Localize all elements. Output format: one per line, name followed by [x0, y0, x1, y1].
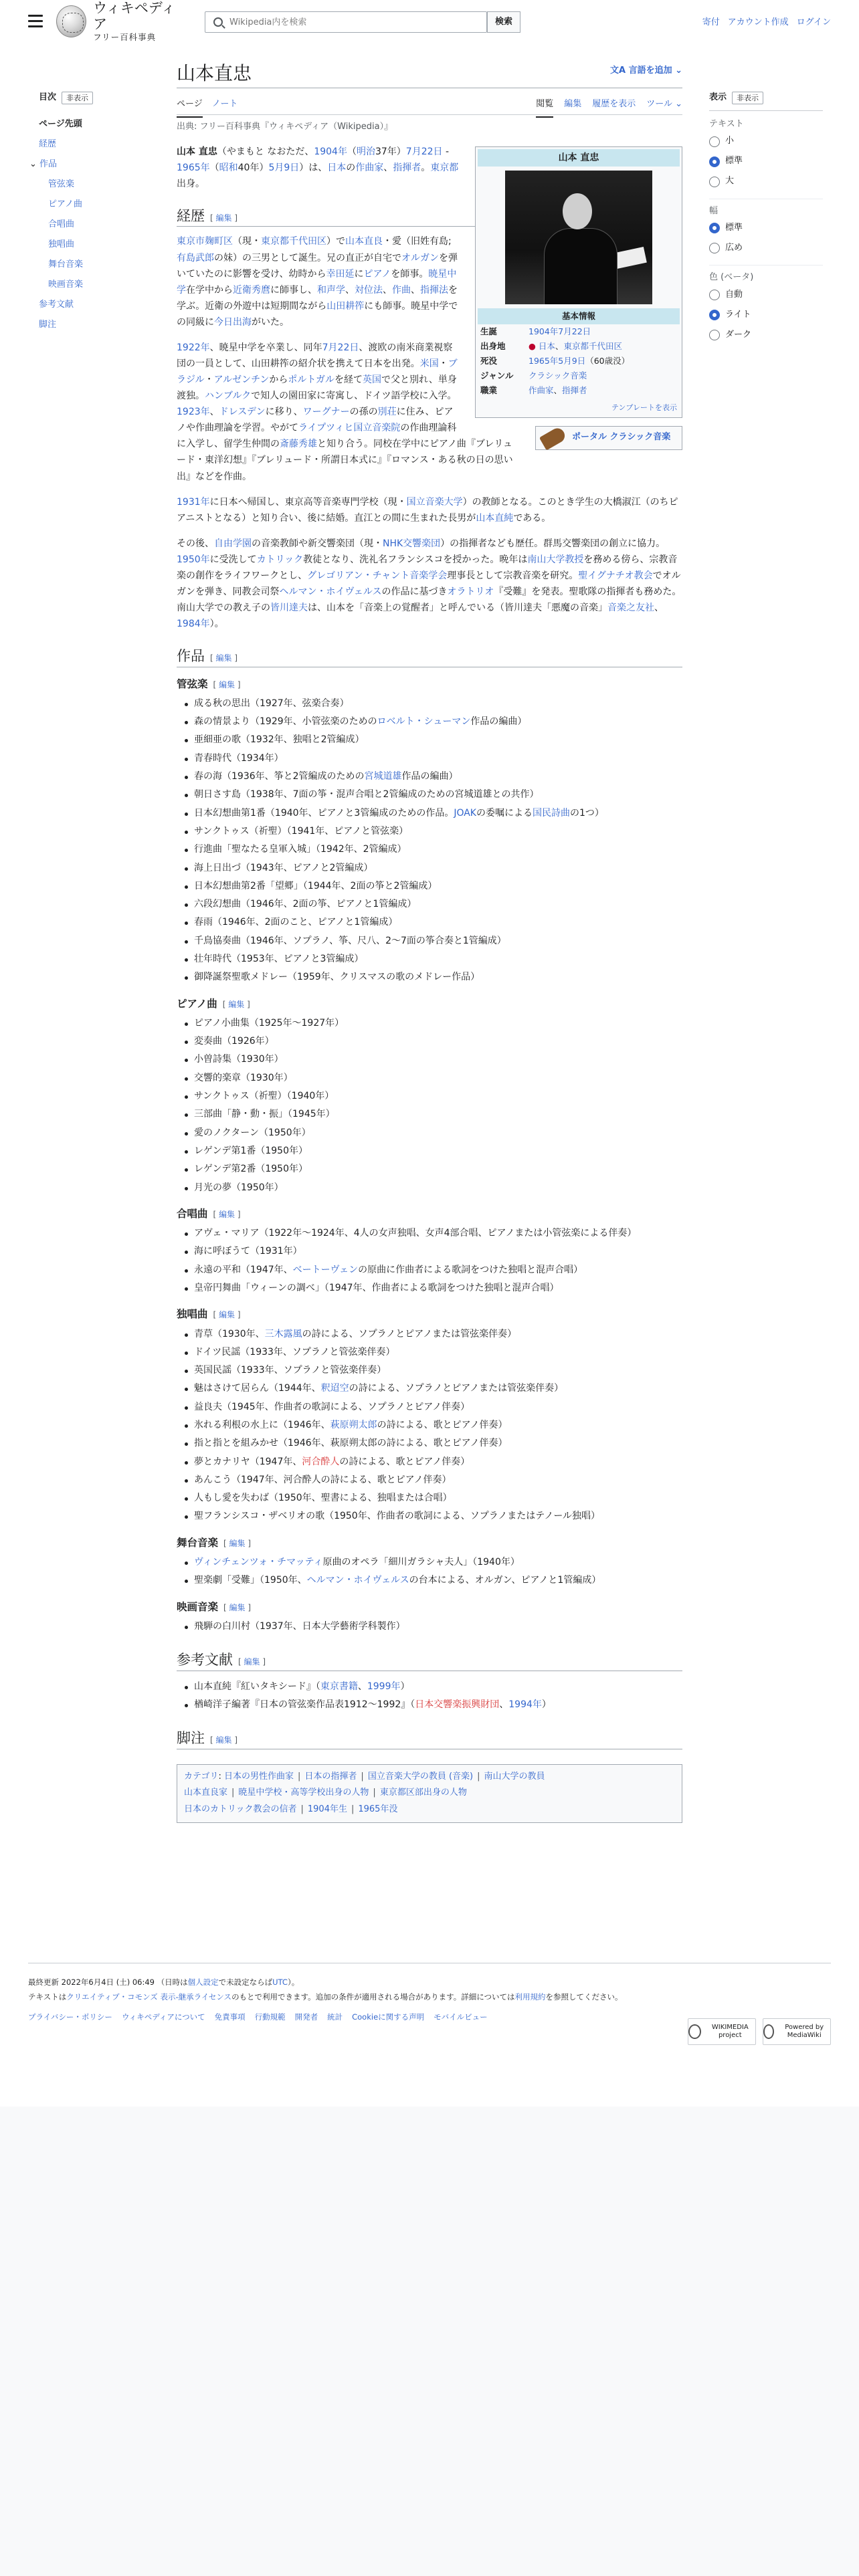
wiki-link[interactable]: 日本の指揮者 [304, 1771, 357, 1782]
text-size-option[interactable]: 標準 [709, 152, 823, 172]
radio-button[interactable] [709, 156, 720, 167]
wiki-link[interactable]: 国立音楽大学 [406, 496, 463, 508]
wiki-link[interactable]: ベートーヴェン [292, 1264, 359, 1275]
radio-button[interactable] [709, 290, 720, 300]
wiki-link[interactable]: クラシック音楽 [529, 370, 587, 381]
globe-icon [56, 5, 86, 37]
tab-talk[interactable]: ノート [211, 99, 238, 109]
logo-title: ウィキペディア [93, 0, 176, 32]
edit-link[interactable]: 編集 [215, 1735, 232, 1745]
work-item: 海上日出づ（1943年、ピアノと2管編成） [177, 859, 682, 877]
work-item: 益良夫（1945年、作曲者の歌詞による、ソプラノとピアノ伴奏） [177, 1398, 682, 1416]
infobox-row [478, 368, 680, 383]
wiki-link[interactable]: オルガン [401, 252, 439, 263]
tab-page[interactable]: ページ [177, 98, 203, 118]
work-item: 英国民謡（1933年、ソプラノと管弦楽伴奏） [177, 1362, 682, 1380]
work-item: 変奏曲（1926年） [177, 1033, 682, 1051]
work-item: 海に呼ぼうて（1931年） [177, 1243, 682, 1261]
wiki-link[interactable]: 山田耕筰 [326, 300, 365, 312]
wiki-link[interactable]: 指揮者 [393, 162, 421, 173]
toc-title: 目次 [39, 92, 57, 102]
wiki-link[interactable]: 千代田区 [289, 236, 326, 247]
footer-link[interactable]: モバイルビュー [434, 2012, 488, 2022]
wiki-link[interactable]: 英国 [363, 374, 381, 386]
wiki-link[interactable]: 今日出海 [214, 316, 252, 328]
work-item: 永遠の平和（1947年、ベートーヴェンの原曲に作曲者による歌詞をつけた独唱と混声合唱） [177, 1261, 682, 1279]
license-text: テキストはクリエイティブ・コモンズ 表示-継承ライセンスのもとで利用できます。追加の条件が適用される場合があります。詳細については利用規約を参照してください。 [28, 1992, 623, 2002]
infobox-row [478, 324, 680, 339]
wiki-link[interactable]: 山本直純 [476, 512, 514, 524]
footer-link[interactable]: 免責事項 [214, 2012, 246, 2022]
main-menu-icon[interactable] [28, 15, 43, 28]
work-item: 六段幻想曲（1946年、2面の筝、ピアノと1管編成） [177, 895, 682, 914]
infobox-key: ジャンル [480, 370, 514, 381]
wiki-link[interactable]: 1965年 [177, 162, 210, 173]
personal-links [702, 16, 831, 30]
heading-solo: 独唱曲 [ 編集 ] [177, 1308, 241, 1321]
wiki-link[interactable]: 和声学 [317, 284, 345, 296]
width-option[interactable]: 標準 [709, 218, 823, 238]
width-option[interactable]: 広め [709, 238, 823, 258]
toc-item[interactable]: 経歴 [39, 138, 57, 149]
toc-item[interactable]: 管弦楽 [48, 179, 75, 189]
work-item: レゲンデ第1番（1950年） [177, 1142, 682, 1160]
radio-button[interactable] [709, 223, 720, 233]
wiki-link[interactable]: ライプツィヒ国立音楽院 [298, 423, 401, 434]
work-item: 日本幻想曲第1番（1940年、ピアノと3管編成のための作品。JOAKの委嘱による国民詩曲の1つ） [177, 804, 682, 823]
work-item: 月光の夢（1950年） [177, 1179, 682, 1197]
wiki-link[interactable]: 別荘 [377, 407, 397, 418]
radio-button[interactable] [709, 177, 720, 187]
last-modified: 最終更新 2022年6月4日 (土) 06:49 （日時は個人設定で未設定ならばUTC）。 [28, 1977, 300, 1987]
wiki-link[interactable]: グレゴリアン・チャント音楽学会 [307, 570, 448, 581]
wiki-link[interactable]: 近衛秀麿 [233, 284, 270, 296]
wiki-link[interactable]: 教授 [565, 554, 584, 565]
edit-link[interactable]: 編集 [228, 999, 245, 1009]
footer-link[interactable]: 統計 [327, 2012, 343, 2022]
wiki-link[interactable]: 5月9日 [268, 162, 300, 173]
heading-piano: ピアノ曲 [ 編集 ] [177, 997, 250, 1010]
header-link[interactable]: ログイン [796, 17, 831, 27]
career-paragraph: 東京市麹町区（現・東京都千代田区）で山本直良・愛（旧姓有島; 有島武郎の妹）の三男として誕生。兄の直正が自宅でオルガンを弾いていたのに影響を受け、幼時から幸田延にピアノを師事。暁星中学在学中から近衛秀麿に師事し、和声学、対位法、作曲、指揮法を学ぶ。近衛の外遊中は短期間ながら山田耕筰にも師事。暁星中学での同級に今日出海がいた。 [177, 236, 458, 328]
wiki-link[interactable]: 有島武郎 [177, 252, 214, 263]
table-of-contents [29, 91, 159, 335]
footer [28, 1963, 831, 2025]
wiki-link[interactable]: 利用規約 [514, 1992, 546, 2002]
infobox-key: 生誕 [480, 326, 498, 337]
toc-item[interactable]: 映画音楽 [48, 279, 84, 290]
text-size-option[interactable]: 小 [709, 132, 823, 152]
work-item: 春の海（1936年、筝と2管編成のための宮城道雄作品の編曲） [177, 768, 682, 786]
wiki-link[interactable]: 個人設定 [187, 1977, 219, 1987]
search-box[interactable] [205, 11, 487, 33]
toc-item[interactable]: 独唱曲 [48, 239, 75, 249]
heading-choir: 合唱曲 [ 編集 ] [177, 1207, 241, 1220]
work-item: ピアノ小曲集（1925年〜1927年） [177, 1014, 682, 1033]
wiki-link[interactable]: 1984年 [177, 619, 210, 630]
work-item: 朝日さす島（1938年、7面の筝・混声合唱と2管編成のための宮城道雄との共作） [177, 786, 682, 804]
wiki-link[interactable]: 国民詩曲 [533, 807, 570, 819]
toc-hide-button[interactable]: 非表示 [62, 92, 93, 105]
wiki-link[interactable]: 暁星中学 [177, 268, 457, 296]
wiki-link[interactable]: 斎藤秀雄 [280, 439, 317, 450]
wiki-link[interactable]: 東京都区部出身の人物 [379, 1788, 467, 1798]
infobox-key: 職業 [480, 385, 498, 396]
wiki-link[interactable]: ロベルト・シューマン [377, 716, 471, 728]
work-item: 春雨（1946年、2面のこと、ピアノと1管編成） [177, 914, 682, 932]
wiki-link[interactable]: 作曲 [392, 284, 411, 296]
guitar-icon [539, 425, 567, 450]
wiki-link[interactable]: ポルトガル [288, 374, 335, 386]
header-link[interactable]: アカウント作成 [727, 17, 789, 27]
wiki-link[interactable]: 7月22日 [405, 146, 443, 157]
work-item: サンクトゥス（祈聖）（1941年、ピアノと管弦楽） [177, 823, 682, 841]
page-title: 山本直忠 [177, 62, 252, 84]
footer-link[interactable]: 開発者 [294, 2012, 318, 2022]
radio-button[interactable] [709, 136, 720, 147]
wiki-link[interactable]: ピアノ [363, 268, 391, 280]
wiki-link[interactable]: 山本直良 [345, 236, 383, 247]
reference-item: 山本直純『紅いタキシード』（東京書籍、1999年） [177, 1678, 682, 1696]
edit-link[interactable]: 編集 [244, 1657, 260, 1667]
work-item: 三部曲「静・動・振」（1945年） [177, 1105, 682, 1123]
heading-works: 作品 [ 編集 ] [177, 647, 682, 667]
width-label: 幅 [709, 199, 823, 219]
wiki-link[interactable]: アルゼンチン [213, 374, 270, 386]
tab-view-3[interactable]: ツール ⌄ [646, 99, 682, 109]
work-item: 聖楽劇「受難」（1950年、ヘルマン・ホイヴェルスの台本による、オルガン、ピアノと1管編成） [177, 1572, 682, 1590]
heading-notes: 脚注 [ 編集 ] [177, 1729, 682, 1749]
wiki-link[interactable]: 幸田延 [326, 268, 355, 280]
work-item: 成る秋の思出（1927年、弦楽合奏） [177, 695, 682, 713]
wiki-link[interactable]: 宮城道雄 [364, 771, 402, 782]
infobox-value: 作曲家、指揮者 [529, 385, 587, 396]
wiki-link[interactable]: 1923年 [177, 407, 210, 418]
wiki-link[interactable]: ヘルマン・ホイヴェルス [306, 1575, 409, 1586]
toc-item[interactable]: 舞台音楽 [48, 259, 84, 270]
career-paragraph: その後、自由学園の音楽教師や新交響楽団（現・NHK交響楽団）の指揮者なども歴任。群馬交響楽団の創立に協力。1950年に受洗してカトリック教徒となり、洗礼名フランシスコを授かった。晩年は南山大学教授を務める傍ら、宗教音楽の創作をライフワークとし、グレゴリアン・チャント音楽学会理事長として宗教音楽を研究。聖イグナチオ教会でオルガンを弾き、同教会司祭ヘルマン・ホイヴェルスの作品に基づきオラトリオ『受難』を発表。聖歌隊の指揮者も務めた。南山大学での教え子の皆川達夫は、山本を「音楽上の覚醒者」と呼んでいる（皆川達夫「悪魔の音楽」音楽之友社、1984年）。 [177, 538, 682, 630]
portrait-photo[interactable] [505, 171, 652, 304]
wiki-link[interactable]: オラトリオ [447, 586, 494, 597]
wiki-link[interactable]: 1994年 [508, 1699, 542, 1710]
color-theme-option[interactable]: ライト [709, 305, 823, 325]
infobox [475, 146, 682, 418]
wiki-link[interactable]: ドレスデン [219, 407, 266, 418]
search-button[interactable]: 検索 [487, 11, 520, 33]
wiki-link[interactable]: 山本直良家 [184, 1788, 228, 1798]
wiki-link[interactable]: 1950年 [177, 554, 210, 565]
wiki-link[interactable]: 対位法 [355, 284, 383, 296]
wiki-link[interactable]: 国立音楽大学の教員 (音楽) [367, 1771, 474, 1782]
search-input[interactable] [229, 17, 470, 27]
work-item: 小曽詩集（1930年） [177, 1051, 682, 1069]
wiki-link[interactable]: 南山大学 [527, 554, 565, 565]
wikipedia-logo[interactable] [56, 0, 183, 42]
wiki-link[interactable]: 東京都 [430, 162, 459, 173]
wiki-link[interactable]: 東京書籍 [320, 1681, 358, 1692]
wiki-link[interactable]: 1965年5月9日 [529, 356, 586, 366]
tab-view-1[interactable]: 編集 [564, 99, 582, 109]
work-item: 氷れる利根の水上に（1946年、萩原朔太郎の詩による、歌とピアノ伴奏） [177, 1416, 682, 1434]
work-item: 聖フランシスコ・ザベリオの歌（1950年、作曲者の歌詞による、ソプラノまたはテノール独唱） [177, 1507, 682, 1525]
site-sub: 出典: フリー百科事典『ウィキペディア（Wikipedia）』 [177, 122, 393, 132]
infobox-value [526, 324, 680, 339]
work-item: 行進曲「聖なたる皇軍入城」（1942年、2管編成） [177, 841, 682, 859]
wiki-link[interactable]: 作曲家 [355, 162, 384, 173]
add-languages-button[interactable]: 文A 言語を追加 ⌄ [609, 66, 682, 76]
wiki-link[interactable]: ハンブルク [205, 391, 252, 402]
wiki-link[interactable]: ワーグナー [302, 407, 350, 418]
radio-button[interactable] [709, 310, 720, 320]
wiki-link[interactable]: 三木露風 [264, 1328, 302, 1339]
appearance-title: 表示 [709, 92, 727, 102]
wiki-link[interactable]: 東京都 [261, 236, 289, 247]
work-item: 飛騨の白川村（1937年、日本大学藝術学科製作） [177, 1618, 682, 1636]
infobox-row [478, 383, 680, 398]
mediawiki-badge[interactable]: Powered by MediaWiki [763, 2018, 831, 2045]
infobox-key: 出身地 [480, 341, 506, 352]
footer-link[interactable]: Cookieに関する声明 [352, 2012, 425, 2022]
heading-references: 参考文献 [ 編集 ] [177, 1650, 682, 1671]
portal-link[interactable]: ポータル クラシック音楽 [572, 432, 671, 443]
edit-link[interactable]: 編集 [215, 213, 232, 223]
work-item: あんこう（1947年、河合酔人の詩による、歌とピアノ伴奏） [177, 1471, 682, 1489]
wiki-link[interactable]: 昭和 [219, 162, 238, 173]
infobox-section: 基本情報 [478, 308, 680, 324]
work-item: 魅はさけて居らん（1944年、釈迢空の詩による、ソプラノとピアノまたは管弦楽伴奏） [177, 1380, 682, 1398]
page-bottom-background [0, 2107, 859, 2576]
career-paragraph: 1922年、暁星中学を卒業し、同年7月22日、渡欧の南米商業視察団の一員として、山田耕筰の紹介状を携えて日本を出発。米国・ブラジル・アルゼンチンからポルトガルを経て英国で父と別れ、単身渡独。ハンブルクで知人の園田家に寄寓し、ドイツ語学校に入学。1923年、ドレスデンに移り、ワーグナーの孫の別荘に住み、ピアノや作曲理論を学習。やがてライプツィヒ国立音楽院の作曲理論科に入学し、留学生仲間の斎藤秀雄と知り合う。同校在学中にピアノ曲『ブレリュード・東洋幻想』『ブレリュード・所謂日本式に』『ロマンス・ある秋の日の思い出』などを作曲。 [177, 342, 513, 482]
color-theme-option[interactable]: 自動 [709, 285, 823, 305]
appearance-hide-button[interactable]: 非表示 [732, 92, 763, 105]
tab-view-0[interactable]: 閲覧 [536, 98, 553, 118]
appearance-panel [709, 91, 823, 345]
work-item: 千鳥協奏曲（1946年、ソプラノ、筝、尺八、2〜7面の筝合奏と1管編成） [177, 932, 682, 950]
wiki-link[interactable]: 萩原朔太郎 [330, 1420, 377, 1430]
wiki-link[interactable]: 1904年7月22日 [529, 326, 591, 337]
chevron-down-icon[interactable]: ⌄ [29, 158, 40, 169]
work-item: 皇帝円舞曲「ウィーンの調べ」（1947年、作曲者による歌詞をつけた独唱と混声合唱） [177, 1279, 682, 1297]
work-item: ヴィンチェンツォ・チマッティ原曲のオペラ「細川ガラシャ夫人」（1940年） [177, 1553, 682, 1572]
wiki-link[interactable]: 7月22日 [322, 342, 359, 353]
infobox-value: ● 日本、東京都千代田区 [529, 341, 622, 352]
wiki-link[interactable]: UTC [272, 1977, 288, 1987]
tab-view-2[interactable]: 履歴を表示 [592, 99, 636, 109]
wiki-link[interactable]: 米国 [419, 358, 439, 369]
work-item: レゲンデ第2番（1950年） [177, 1160, 682, 1178]
work-item: 夢とカナリヤ（1947年、河合酔人の詩による、歌とピアノ伴奏） [177, 1453, 682, 1471]
wiki-link[interactable]: ブラジル [177, 358, 458, 386]
edit-link[interactable]: 編集 [219, 1209, 235, 1219]
wiki-link[interactable]: ヘルマン・ホイヴェルス [279, 586, 382, 597]
infobox-value: 1965年5月9日（60歳没） [529, 356, 630, 366]
wiki-link[interactable]: 東京都千代田区 [563, 341, 622, 352]
wikimedia-badge[interactable]: WIKIMEDIA project [688, 2018, 756, 2045]
work-item: 青草（1930年、三木露風の詩による、ソプラノとピアノまたは管弦楽伴奏） [177, 1325, 682, 1344]
career-paragraph: 1931年に日本へ帰国し、東京高等音楽専門学校（現・国立音楽大学）の教師となる。このとき学生の大橋淑江（のちピアニストとなる）と知り合い、後に結婚。直江との間に生まれた長男が山本直純である。 [177, 496, 678, 524]
toc-item[interactable]: 脚注 [39, 319, 57, 330]
wiki-link[interactable]: 暁星中学校・高等学校出身の人物 [238, 1788, 369, 1798]
footer-link[interactable]: ウィキペディアについて [121, 2012, 205, 2022]
work-item: 御降誕祭聖歌メドレー（1959年、クリスマスの歌のメドレー作品） [177, 968, 682, 986]
text-size-option[interactable]: 大 [709, 172, 823, 192]
infobox-row [478, 339, 680, 354]
work-item: 森の情景より（1929年、小管弦楽のためのロベルト・シューマン作品の編曲） [177, 713, 682, 731]
wiki-link[interactable]: 釈迢空 [320, 1383, 349, 1394]
wiki-link[interactable]: 1922年 [177, 342, 210, 353]
header-link[interactable]: 寄付 [702, 17, 720, 27]
wiki-link[interactable]: 皆川達夫 [270, 603, 308, 614]
wiki-link[interactable]: 日本の男性作曲家 [224, 1771, 294, 1782]
wiki-link[interactable]: 指揮者 [562, 385, 587, 396]
heading-film: 映画音楽 [ 編集 ] [177, 1600, 252, 1613]
wiki-link[interactable]: 作曲家 [529, 385, 554, 396]
logo-subtitle: フリー百科事典 [93, 31, 157, 42]
heading-orchestral: 管弦楽 [ 編集 ] [177, 677, 241, 690]
toc-item[interactable]: 参考文献 [39, 299, 74, 310]
wiki-link[interactable]: 1904年生 [307, 1804, 347, 1814]
work-item: 愛のノクターン（1950年） [177, 1124, 682, 1142]
footer-link[interactable]: 行動規範 [254, 2012, 286, 2022]
article [177, 58, 682, 1823]
wiki-link[interactable]: ヴィンチェンツォ・チマッティ [194, 1557, 323, 1568]
wiki-link[interactable]: 1999年 [367, 1681, 401, 1692]
portal-box[interactable] [535, 426, 682, 450]
text-size-label: テキスト [709, 118, 744, 129]
wiki-link[interactable]: カトリック [256, 554, 304, 565]
color-theme-option[interactable]: ダーク [709, 325, 823, 345]
intro-paragraph: 山本 直忠（やまもと なおただ、1904年（明治37年）7月22日 - 1965年（昭和40年）5月9日）は、日本の作曲家、指揮者。東京都出身。 [177, 146, 459, 189]
wiki-link[interactable]: 明治 [356, 146, 375, 157]
infobox-title: 山本 直忠 [478, 149, 680, 167]
work-item: 交響的楽章（1930年） [177, 1069, 682, 1087]
work-item: 指と指とを組みかせ（1946年、萩原朔太郎の詩による、歌とピアノ伴奏） [177, 1434, 682, 1453]
language-icon: 文A [609, 66, 629, 76]
color-label: 色 (ベータ) [709, 265, 823, 285]
header [0, 0, 859, 47]
wiki-link[interactable]: クリエイティブ・コモンズ 表示-継承ライセンス [66, 1992, 232, 2002]
radio-button[interactable] [709, 243, 720, 253]
edit-link[interactable]: 編集 [219, 1310, 235, 1320]
wiki-link[interactable]: 音楽之友社 [607, 603, 654, 614]
work-item: 日本幻想曲第2番「望郷」（1944年、2面の筝と2管編成） [177, 877, 682, 895]
work-item: ドイツ民謡（1933年、ソプラノと管弦楽伴奏） [177, 1344, 682, 1362]
work-item: 人もし愛を失わば（1950年、聖書による、独唱または合唱） [177, 1489, 682, 1507]
search-icon [213, 17, 223, 27]
edit-link[interactable]: 編集 [229, 1538, 246, 1548]
wiki-link[interactable]: 東京市 [177, 236, 205, 247]
toc-item[interactable]: ⌄ 作品 [29, 158, 58, 169]
wiki-link[interactable]: NHK交響楽団 [383, 538, 441, 549]
wiki-link[interactable]: 日本のカトリック教会の信者 [184, 1804, 297, 1814]
wiki-link[interactable]: 南山大学の教員 [484, 1771, 545, 1782]
work-item: アヴェ・マリア（1922年〜1924年、4人の女声独唱、女声4部合唱、ピアノまたは小管弦楽による伴奏） [177, 1224, 682, 1243]
edit-link[interactable]: 編集 [229, 1602, 246, 1612]
toc-item[interactable]: ページ先頭 [39, 118, 82, 129]
toc-item[interactable]: ピアノ曲 [48, 199, 82, 209]
template-link[interactable]: テンプレートを表示 [611, 403, 677, 413]
work-item: 壮年時代（1953年、ピアノと3管編成） [177, 950, 682, 968]
wiki-link[interactable]: 日本 [327, 162, 347, 173]
work-item: 亜細亜の歌（1932年、独唱と2管編成） [177, 731, 682, 749]
infobox-key: 死没 [480, 356, 498, 366]
reference-item: 楢崎洋子編著『日本の管弦楽作品表1912〜1992』（日本交響楽振興財団、1994年） [177, 1696, 682, 1714]
footer-link[interactable]: プライバシー・ポリシー [28, 2012, 112, 2022]
page-tabs [177, 88, 682, 115]
toc-item[interactable]: 合唱曲 [48, 219, 75, 229]
wiki-link[interactable]: 1931年 [177, 496, 210, 508]
wiki-link[interactable]: 麹町区 [205, 236, 233, 247]
category-box: カテゴリ: 日本の男性作曲家 | 日本の指揮者 | 国立音楽大学の教員 (音楽) | 南山大学の教員 山本直良家 | 暁星中学校・高等学校出身の人物 | 東京都区部出身の人物 日本のカトリック教会の信者 | 1904年生 | 1965年没 [177, 1764, 682, 1823]
heading-stage: 舞台音楽 [ 編集 ] [177, 1536, 252, 1549]
wiki-link[interactable]: 自由学園 [214, 538, 252, 549]
edit-link[interactable]: 編集 [219, 679, 235, 689]
heading-career: 経歴 [ 編集 ] [177, 207, 682, 227]
radio-button[interactable] [709, 330, 720, 340]
wiki-link[interactable]: 日本 [538, 341, 555, 352]
wiki-link[interactable]: JOAK [454, 807, 476, 819]
wiki-link[interactable]: 1904年 [314, 146, 347, 157]
wiki-link[interactable]: カテゴリ [184, 1771, 219, 1782]
work-item: サンクトゥス（祈聖）（1940年） [177, 1087, 682, 1105]
infobox-row [478, 354, 680, 368]
infobox-value [526, 368, 680, 383]
work-item: 青春時代（1934年） [177, 750, 682, 768]
wiki-link[interactable]: 1965年没 [358, 1804, 398, 1814]
wiki-link[interactable]: 指揮法 [420, 284, 448, 296]
edit-link[interactable]: 編集 [215, 653, 232, 663]
wiki-link[interactable]: 聖イグナチオ教会 [578, 570, 653, 581]
